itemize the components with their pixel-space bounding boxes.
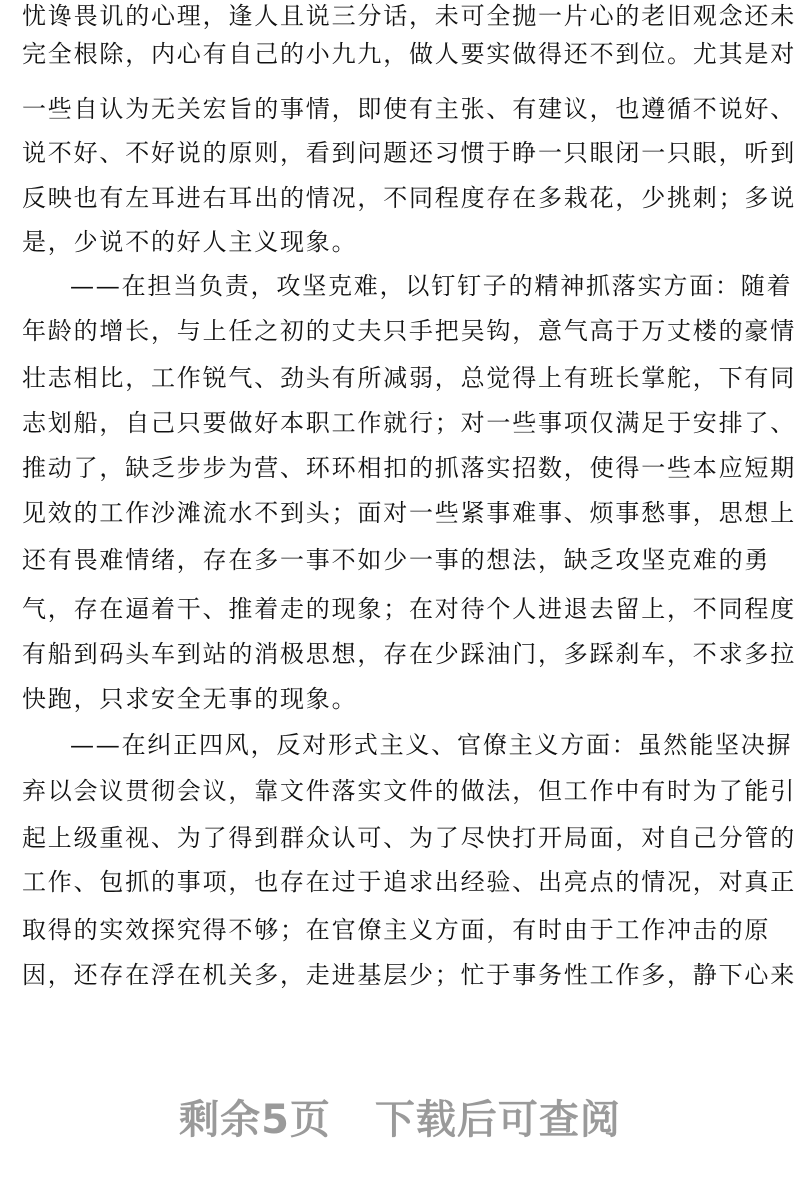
text-line: 志划船，自己只要做好本职工作就行；对一些事项仅满足于安排了、: [22, 409, 796, 437]
text-line: 还有畏难情绪，存在多一事不如少一事的想法，缺乏攻坚克难的勇: [22, 546, 771, 574]
text-line: 忧谗畏讥的心理，逢人且说三分话，未可全抛一片心的老旧观念还未: [22, 2, 796, 30]
text-line: 完全根除，内心有自己的小九九，做人要实做得还不到位。尤其是对: [22, 40, 796, 68]
text-line: 反映也有左耳进右耳出的情况，不同程度存在多栽花，少挑刺；多说: [22, 184, 796, 212]
text-line: 是，少说不的好人主义现象。: [22, 228, 358, 256]
remaining-pages-label: 剩余5页: [179, 1097, 331, 1143]
text-line: 有船到码头车到站的消极思想，存在少踩油门，多踩刹车，不求多拉: [22, 640, 796, 668]
paragraph-heading-line: ——在纠正四风，反对形式主义、官僚主义方面：虽然能坚决摒: [70, 731, 793, 759]
text-line: 说不好、不好说的原则，看到问题还习惯于睁一只眼闭一只眼，听到: [22, 139, 796, 167]
text-line: 工作、包抓的事项，也存在过于追求出经验、出亮点的情况，对真正: [22, 868, 796, 896]
download-to-view-label: 下载后可查阅: [374, 1097, 621, 1143]
text-line: 因，还存在浮在机关多，走进基层少；忙于事务性工作多，静下心来: [22, 961, 796, 989]
text-line: 起上级重视、为了得到群众认可、为了尽快打开局面，对自己分管的: [22, 824, 796, 852]
download-prompt[interactable]: [0, 1088, 800, 1145]
text-line: 见效的工作沙滩流水不到头；面对一些紧事难事、烦事愁事，思想上: [22, 499, 796, 527]
text-line: 弃以会议贯彻会议，靠文件落实文件的做法，但工作中有时为了能引: [22, 777, 796, 805]
text-line: 快跑，只求安全无事的现象。: [22, 685, 358, 713]
text-line: 年龄的增长，与上任之初的丈夫只手把吴钩，意气高于万丈楼的豪情: [22, 317, 796, 345]
text-line: 取得的实效探究得不够；在官僚主义方面，有时由于工作冲击的原: [22, 916, 771, 944]
text-line: 壮志相比，工作锐气、劲头有所减弱，总觉得上有班长掌舵，下有同: [22, 364, 796, 392]
text-line: 推动了，缺乏步步为营、环环相扣的抓落实招数，使得一些本应短期: [22, 454, 796, 482]
paragraph-heading-line: ——在担当负责，攻坚克难，以钉钉子的精神抓落实方面：随着: [70, 272, 793, 300]
text-line: 气，存在逼着干、推着走的现象；在对待个人进退去留上，不同程度: [22, 595, 796, 623]
text-line: 一些自认为无关宏旨的事情，即使有主张、有建议，也遵循不说好、: [22, 95, 796, 123]
